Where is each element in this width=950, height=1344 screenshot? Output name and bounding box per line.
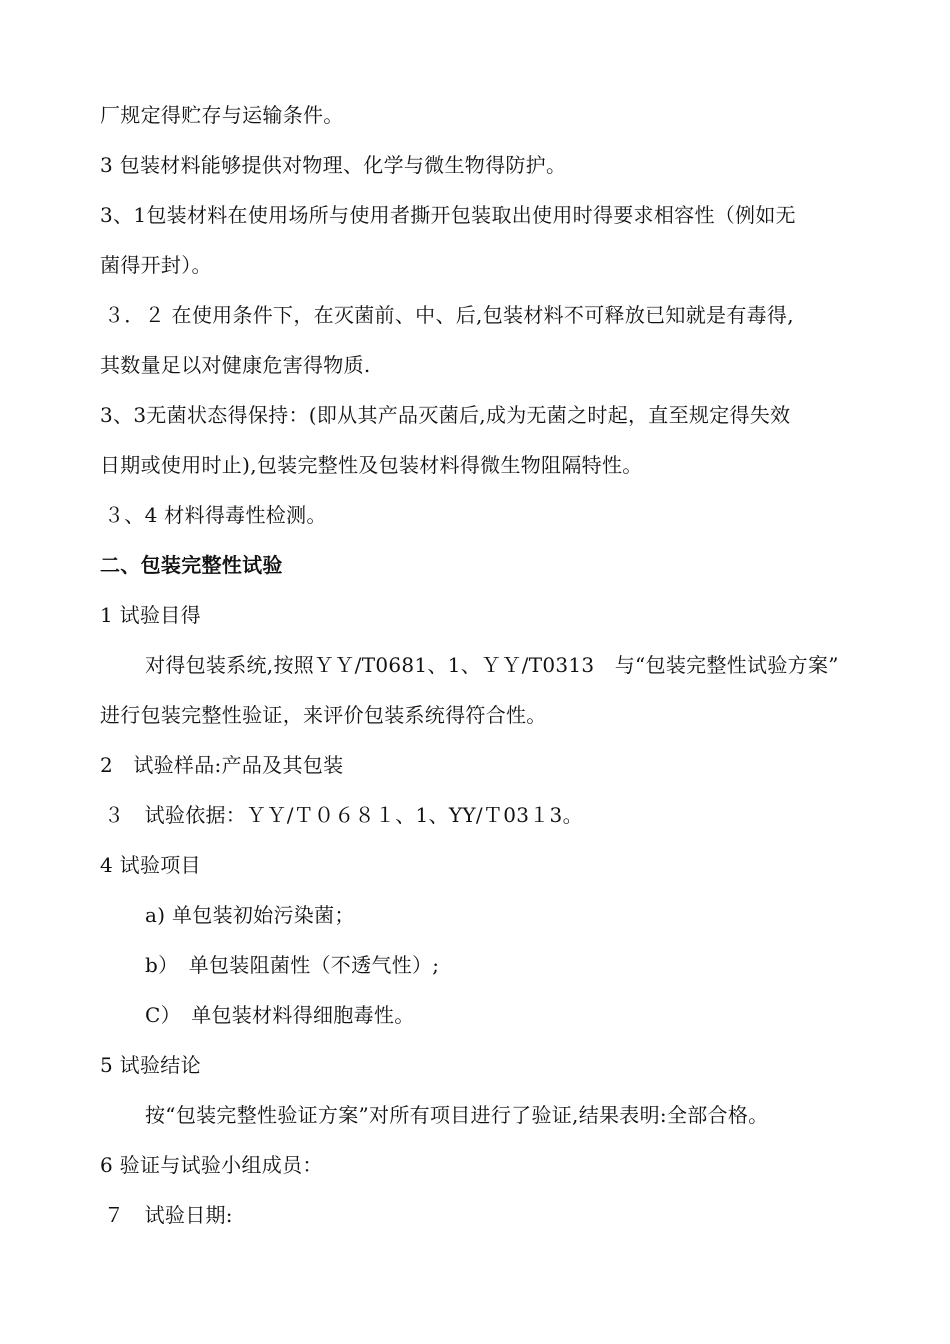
text-line-purpose-body-cont: 进行包装完整性验证，来评价包装系统得符合性。 xyxy=(100,703,547,727)
text-line-4-items: 4 试验项目 xyxy=(100,853,201,877)
text-line-3-1: 3、1包装材料在使用场所与使用者撕开包装取出使用时得要求相容性（例如无 xyxy=(100,203,796,227)
text-line-3-3: 3、3无菌状态得保持：(即从其产品灭菌后,成为无菌之时起，直至规定得失效 xyxy=(100,403,791,427)
text-line-7-date: ７ 试验日期: xyxy=(104,1203,233,1227)
text-line-5-conclusion: 5 试验结论 xyxy=(100,1053,201,1077)
text-line-conclusion-body: 按“包装完整性验证方案”对所有项目进行了验证,结果表明:全部合格。 xyxy=(145,1103,769,1127)
text-line-1-purpose: 1 试验目得 xyxy=(100,603,201,627)
text-line-6-members: 6 验证与试验小组成员： xyxy=(100,1153,323,1177)
text-line-3-3-cont: 日期或使用时止),包装完整性及包装材料得微生物阻隔特性。 xyxy=(100,453,643,477)
section-heading: 二、包装完整性试验 xyxy=(100,553,283,577)
text-line-2-samples: 2 试验样品:产品及其包装 xyxy=(100,753,344,777)
text-line-3: 3 包装材料能够提供对物理、化学与微生物得防护。 xyxy=(100,153,567,177)
text-line-3-2-cont: 其数量足以对健康危害得物质. xyxy=(100,353,371,377)
text-line-purpose-body: 对得包装系统,按照ＹＹ/T0681、1、ＹＹ/T0313 与“包装完整性试验方案” xyxy=(145,653,839,677)
text-line-3-basis: ３ 试验依据：ＹＹ/Ｔ０６８１、1、YY/Ｔ03１3。 xyxy=(104,803,583,827)
text-line-3-4: ３、4 材料得毒性检测。 xyxy=(104,503,327,527)
text-line-storage-conditions: 厂规定得贮存与运输条件。 xyxy=(100,103,344,127)
list-item-b: b） 单包装阻菌性（不透气性）; xyxy=(145,953,440,977)
list-item-a: a) 单包装初始污染菌； xyxy=(145,903,355,927)
list-item-c: C） 单包装材料得细胞毒性。 xyxy=(145,1003,415,1027)
text-line-3-1-cont: 菌得开封）。 xyxy=(100,253,212,277)
text-line-3-2: ３．２ 在使用条件下，在灭菌前、中、后,包装材料不可释放已知就是有毒得, xyxy=(104,303,794,327)
